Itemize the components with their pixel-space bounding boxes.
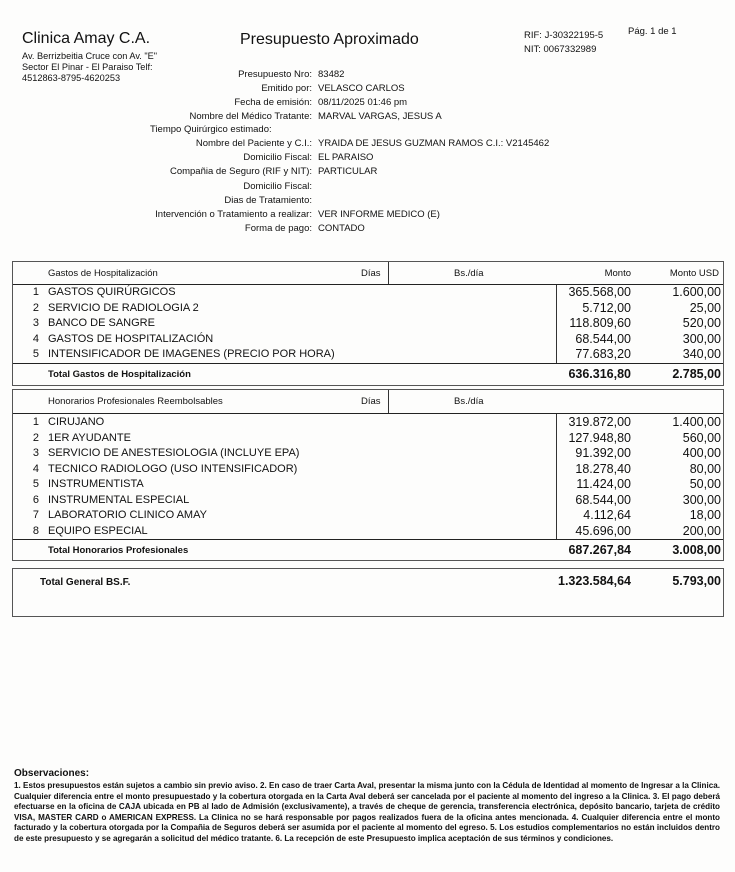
row-amount: 365.568,00: [568, 285, 631, 299]
meta-label: Emitido por:: [261, 83, 312, 94]
meta-value: CONTADO: [318, 223, 365, 234]
section-total: [13, 539, 723, 560]
row-number: 7: [32, 509, 39, 521]
row-usd: 200,00: [682, 523, 721, 538]
row-usd: 18,00: [689, 508, 721, 522]
col-usd: Monto USD: [669, 268, 719, 279]
row-usd: 80,00: [689, 461, 721, 476]
table-body: [13, 285, 723, 363]
row-number: 6: [32, 493, 39, 506]
meta-label: Domicilio Fiscal:: [243, 152, 312, 163]
tax-ids: [524, 29, 603, 57]
row-usd: 400,00: [682, 446, 721, 460]
table-row: [13, 446, 723, 462]
row-amount: 11.424,00: [576, 477, 631, 491]
col-amount: Monto: [604, 268, 631, 279]
row-amount: 68.544,00: [575, 492, 631, 507]
meta-row: [0, 209, 735, 222]
row-usd: 300,00: [682, 331, 721, 346]
row-amount: 18.278,40: [575, 461, 631, 476]
row-amount: 4.112,64: [583, 508, 631, 522]
table-row: [13, 316, 723, 332]
table-row: [13, 508, 723, 524]
total-amount: 687.267,84: [568, 543, 631, 557]
table-row: [13, 493, 723, 509]
meta-label: Presupuesto Nro:: [238, 69, 312, 80]
meta-row: [0, 181, 735, 194]
row-amount: 127.948,80: [568, 430, 631, 445]
row-number: 8: [32, 524, 39, 537]
grand-total-usd: 5.793,00: [672, 574, 721, 588]
table-row: [13, 477, 723, 493]
grand-total-box: [12, 568, 724, 617]
row-number: 2: [32, 301, 39, 314]
meta-row: [0, 195, 735, 208]
section-title: Honorarios Profesionales Reembolsables: [48, 396, 223, 407]
table-row: [13, 285, 723, 301]
row-description: INSTRUMENTISTA: [48, 478, 144, 490]
page-number: Pág. 1 de 1: [628, 26, 677, 37]
grand-total-label: Total General BS.F.: [40, 577, 131, 588]
meta-label: Fecha de emisión:: [234, 97, 312, 108]
section-title: Gastos de Hospitalización: [48, 268, 158, 279]
nit: NIT: 0067332989: [524, 44, 597, 55]
table-body: [13, 414, 723, 539]
meta-value: VELASCO CARLOS: [318, 83, 405, 94]
table-header: [13, 390, 723, 414]
row-description: GASTOS DE HOSPITALIZACIÓN: [48, 332, 214, 345]
row-description: INSTRUMENTAL ESPECIAL: [48, 493, 190, 506]
row-amount: 68.544,00: [575, 331, 631, 346]
row-number: 5: [32, 348, 39, 360]
table-row: [13, 347, 723, 363]
row-amount: 319.872,00: [568, 415, 631, 429]
meta-row: [0, 83, 735, 96]
meta-value: YRAIDA DE JESUS GUZMAN RAMOS C.I.: V2145462: [318, 138, 550, 149]
total-usd: 3.008,00: [672, 543, 721, 557]
table-header: [13, 262, 723, 285]
row-number: 4: [32, 462, 39, 475]
row-description: SERVICIO DE ANESTESIOLOGIA (INCLUYE EPA): [48, 447, 300, 459]
total-label: Total Honorarios Profesionales: [48, 545, 189, 556]
row-description: EQUIPO ESPECIAL: [48, 524, 148, 537]
meta-row: [0, 97, 735, 110]
clinic-name: Clinica Amay C.A.: [22, 30, 151, 47]
meta-label: Forma de pago:: [244, 223, 312, 234]
row-description: GASTOS QUIRÚRGICOS: [48, 286, 176, 298]
row-usd: 340,00: [682, 347, 721, 361]
row-description: TECNICO RADIOLOGO (USO INTENSIFICADOR): [48, 462, 298, 475]
row-usd: 300,00: [682, 492, 721, 507]
row-number: 2: [32, 431, 39, 444]
divider: [388, 262, 389, 284]
row-amount: 91.392,00: [575, 446, 631, 460]
row-description: BANCO DE SANGRE: [48, 317, 155, 329]
observations-title: Observaciones:: [14, 768, 90, 779]
row-description: SERVICIO DE RADIOLOGIA 2: [48, 301, 199, 314]
meta-row: [0, 124, 735, 137]
total-usd: 2.785,00: [672, 366, 721, 381]
row-description: CIRUJANO: [48, 416, 105, 428]
meta-label: Domicilio Fiscal:: [243, 181, 312, 192]
meta-row: [0, 152, 735, 165]
col-days: Días: [361, 268, 381, 279]
meta-row: [0, 138, 735, 151]
row-number: 1: [32, 286, 39, 298]
row-amount: 77.683,20: [575, 347, 631, 361]
row-usd: 520,00: [682, 316, 721, 330]
meta-value: 83482: [318, 69, 345, 80]
row-number: 5: [32, 478, 39, 490]
row-description: INTENSIFICADOR DE IMAGENES (PRECIO POR HORA): [48, 348, 335, 360]
row-amount: 5.712,00: [582, 300, 631, 315]
meta-row: [0, 166, 735, 179]
clinic-address: Av. Berrizbeitia Cruce con Av. "E" Sector El Pinar - El Paraiso Telf: 4512863-8795-4620253: [22, 51, 158, 83]
table-row: [13, 301, 723, 317]
meta-value: MARVAL VARGAS, JESUS A: [318, 111, 442, 122]
meta-value: 08/11/2025 01:46 pm: [318, 97, 408, 108]
observations-text: 1. Estos presupuestos están sujetos a cambio sin previo aviso. 2. En caso de traer Carta Aval, presentar la misma junto con la Cédula de Identidad al momento de Ingresar a la Clinica. Cualquier diferencia entre el monto presupuestado y la cobertura otorgada en la Carta Aval deberá ser cancelada por el paciente al momento del ingreso a la Clinica. 3. El pago deberá efectuarse en la oficina de CAJA ubicada en PB al lado de Admisión (exclusivamente), a través de cheque de gerencia, transferencia electrónica, depósito bancario, tarjeta de crédito VISA, MASTER CARD o AMERICAN EXPRESS. La Clinica no se hará responsable por pagos realizados fuera de la oficina antes mencionada. 4. Cualquier diferencia entre el monto facturado y la cobertura otorgada por la Compañia de Seguros deberá ser asumida por el paciente al momento del egreso. 5. Los estudios complementarios no están incluidos dentro de este presupuesto y se agregarán a solicitud del médico tratante. 6. La recepción de este Presupuesto implica aceptación de sus términos y condiciones.: [14, 781, 720, 843]
grand-total-amount: 1.323.584,64: [558, 574, 631, 588]
meta-label: Compañia de Seguro (RIF y NIT):: [169, 166, 312, 177]
table-row: [13, 462, 723, 478]
divider: [388, 390, 389, 413]
hospitalization-table: [12, 261, 724, 386]
meta-row: [0, 223, 735, 236]
table-row: [13, 415, 723, 431]
meta-row: [0, 111, 735, 124]
meta-value: VER INFORME MEDICO (E): [318, 209, 440, 220]
document-title: Presupuesto Aproximado: [240, 31, 419, 48]
meta-label: Dias de Tratamiento:: [224, 195, 312, 206]
row-description: 1ER AYUDANTE: [48, 431, 131, 444]
row-usd: 1.400,00: [672, 415, 721, 429]
row-description: LABORATORIO CLINICO AMAY: [48, 509, 207, 521]
row-number: 4: [32, 332, 39, 345]
col-rate: Bs./día: [454, 396, 484, 407]
row-usd: 560,00: [682, 430, 721, 445]
row-number: 3: [32, 447, 39, 459]
fees-table: [12, 389, 724, 561]
row-usd: 25,00: [689, 300, 721, 315]
meta-label: Tiempo Quirúrgico estimado:: [150, 124, 272, 135]
section-total: [13, 363, 723, 385]
meta-value: EL PARAISO: [318, 152, 374, 163]
total-amount: 636.316,80: [568, 366, 631, 381]
row-usd: 1.600,00: [672, 285, 721, 299]
row-amount: 45.696,00: [575, 523, 631, 538]
meta-label: Nombre del Médico Tratante:: [189, 111, 312, 122]
meta-label: Intervención o Tratamiento a realizar:: [155, 209, 312, 220]
table-row: [13, 431, 723, 447]
row-usd: 50,00: [689, 477, 721, 491]
col-rate: Bs./día: [454, 268, 484, 279]
total-label: Total Gastos de Hospitalización: [48, 368, 191, 380]
rif: RIF: J-30322195-5: [524, 30, 604, 41]
col-days: Días: [361, 396, 381, 407]
table-row: [13, 524, 723, 540]
row-amount: 118.809,60: [569, 316, 631, 330]
table-row: [13, 332, 723, 348]
meta-value: PARTICULAR: [318, 166, 378, 177]
meta-row: [0, 69, 735, 82]
meta-label: Nombre del Paciente y C.I.:: [195, 138, 312, 149]
row-number: 3: [32, 317, 39, 329]
row-number: 1: [32, 416, 39, 428]
